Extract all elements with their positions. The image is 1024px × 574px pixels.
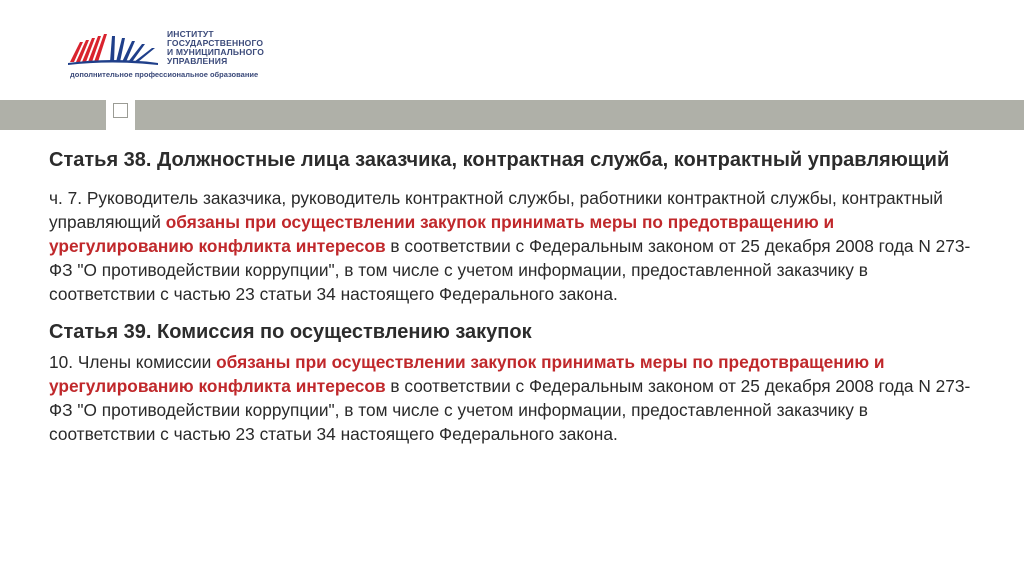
header-bar-left [0,100,106,130]
institute-logo [66,28,306,84]
book-logo-icon [66,32,162,66]
article-38-highlight: обязаны при осуществлении закупок принимать меры по предотвращению и урегулированию конфликта интересов [49,212,835,256]
logo-line-1: ИНСТИТУТ [167,29,214,39]
header-bar-square [113,103,128,118]
logo-text [167,30,264,66]
logo-tagline: дополнительное профессиональное образование [70,70,259,79]
article-39-title: Статья 39. Комиссия по осуществлению закупок [49,321,532,343]
header-bar-right [135,100,1024,130]
article-38-lead: ч. 7. Руководитель заказчика, руководитель контрактной службы, работники контрактной службы, контрактный управляющий [49,188,943,232]
article-38-rest: в соответствии с Федеральным законом от 25 декабря 2008 года N 273-ФЗ "О противодействии коррупции", в том числе с учетом информации, предоставленной заказчику в соответствии с частью 23 статьи 34 настоящего Федерального закона. [49,236,971,304]
article-39-lead: 10. Члены комиссии [49,352,217,372]
article-38-title: Статья 38. Должностные лица заказчика, контрактная служба, контрактный управляющий [49,149,950,171]
article-38-paragraph [49,186,979,306]
slide-content [49,148,979,446]
logo-line-3: И МУНИЦИПАЛЬНОГО [167,47,265,57]
article-39-rest: в соответствии с Федеральным законом от 25 декабря 2008 года N 273-ФЗ "О противодействии коррупции", в том числе с учетом информации, предоставленной заказчику в соответствии с частью 23 статьи 34 настоящего Федерального закона. [49,376,971,444]
logo-line-4: УПРАВЛЕНИЯ [167,56,228,66]
article-39-paragraph [49,350,979,446]
article-39-highlight: обязаны при осуществлении закупок принимать меры по предотвращению и урегулированию конфликта интересов [49,352,885,396]
header-bar [0,100,1024,130]
logo-line-2: ГОСУДАРСТВЕННОГО [167,38,264,48]
